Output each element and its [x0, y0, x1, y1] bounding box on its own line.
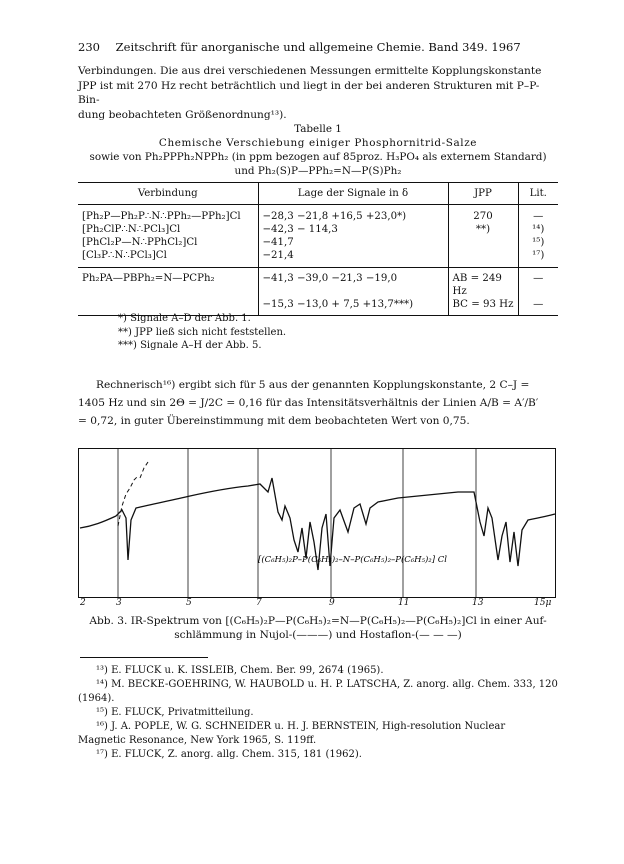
figure-caption-line: schlämmung in Nujol-(———) und Hostaflon-(— — —) — [174, 629, 462, 641]
table-cell: −21,4 — [258, 249, 448, 268]
table-label: Tabelle 1 — [294, 123, 342, 135]
table-caption — [78, 122, 558, 178]
table-cell: 270 — [448, 205, 518, 224]
table-cell: −42,3 − 114,3 — [258, 223, 448, 236]
col-header-lit: Lit. — [518, 183, 558, 205]
tick-label: 7 — [256, 598, 262, 608]
footnote: ***) Signale A–H der Abb. 5. — [118, 340, 262, 351]
table-cell: ¹⁴) — [518, 223, 558, 236]
calc-line: = 0,72, in guter Übereinstimmung mit dem beobachteten Wert von 0,75. — [78, 415, 470, 427]
figure-x-axis — [78, 598, 556, 612]
table-footnotes — [118, 312, 548, 353]
footnote: **) JPP ließ sich nicht feststellen. — [118, 326, 287, 338]
shift-table — [78, 182, 558, 316]
references — [78, 664, 558, 762]
table-subtitle-2: und Ph₂(S)P—PPh₂=N—P(S)Ph₂ — [234, 165, 402, 177]
table-cell: [Cl₃P∴N∴PCl₃]Cl — [82, 250, 167, 261]
page-number: 230 — [78, 40, 100, 54]
table-subtitle: sowie von Ph₂PPPh₂NPPh₂ (in ppm bezogen auf 85proz. H₃PO₄ als externem Standard) — [89, 151, 547, 163]
table-cell: [PhCl₂P—N∴PPhCl₂]Cl — [82, 237, 198, 248]
tick-label: 5 — [186, 598, 192, 608]
reference-item: ¹⁵) E. FLUCK, Privatmitteilung. — [96, 707, 254, 718]
table-cell: — — [518, 298, 558, 316]
reference-item: ¹⁴) M. BECKE-GOEHRING, W. HAUBOLD u. H. P. LATSCHA, Z. anorg. allg. Chem. 333, 120 — [96, 679, 558, 690]
table-cell: ¹⁷) — [518, 249, 558, 268]
table-title: Chemische Verschiebung einiger Phosphornitrid-Salze — [158, 137, 478, 149]
tick-label: 2 — [80, 598, 86, 608]
ir-spectrum-figure — [78, 448, 556, 598]
intro-line: dung beobachteten Größenordnung¹³). — [78, 108, 287, 121]
figure-formula-label: [(C₆H₅)₂P–P(C₆H₅)₂–N–P(C₆H₅)₂–P(C₆H₅)₂] Cl — [258, 555, 447, 565]
footnote-divider — [80, 657, 208, 658]
calc-line: 1405 Hz und sin 2Θ = J/2C = 0,16 für das Intensitätsverhältnis der Linien A/B = A′/B′ — [78, 397, 539, 409]
journal-title: Zeitschrift für anorganische und allgemeine Chemie. Band 349. 1967 — [115, 40, 521, 54]
table-cell: **) — [448, 223, 518, 236]
col-header-shifts: Lage der Signale in δ — [258, 183, 448, 205]
reference-item: ¹³) E. FLUCK u. K. ISSLEIB, Chem. Ber. 99, 2674 (1965). — [96, 665, 384, 676]
footnote: *) Signale A–D der Abb. 1. — [118, 313, 251, 324]
table-cell: −41,3 −39,0 −21,3 −19,0 — [258, 268, 448, 299]
calc-line: Rechnerisch¹⁶) ergibt sich für 5 aus der genannten Kopplungskonstante, 2 C–J = — [96, 379, 530, 391]
tick-label: 15μ — [534, 598, 552, 608]
table-cell: [Ph₂ClP∴N∴PCl₃]Cl — [82, 224, 181, 235]
figure-gridlines — [118, 448, 476, 598]
table-cell: −15,3 −13,0 + 7,5 +13,7***) — [258, 298, 448, 316]
table-cell: [Ph₂P—Ph₂P∴N∴PPh₂—PPh₂]Cl — [82, 211, 241, 222]
table-cell: BC = 93 Hz — [448, 298, 518, 316]
reference-item: ¹⁷) E. FLUCK, Z. anorg. allg. Chem. 315, 181 (1962). — [96, 749, 362, 760]
table-cell: — — [518, 268, 558, 299]
table-cell: ¹⁵) — [518, 236, 558, 249]
calc-paragraph — [78, 376, 558, 430]
table-cell: −41,7 — [258, 236, 448, 249]
col-header-compound: Verbindung — [78, 183, 258, 205]
intro-paragraph — [78, 64, 558, 122]
tick-label: 11 — [398, 598, 410, 608]
figure-frame — [79, 449, 556, 598]
tick-label: 3 — [116, 598, 122, 608]
tick-label: 9 — [329, 598, 335, 608]
table-cell: AB = 249 Hz — [448, 268, 518, 299]
figure-caption — [78, 614, 558, 642]
running-header — [78, 40, 558, 54]
reference-item: (1964). — [78, 693, 115, 704]
figure-caption-line: Abb. 3. IR-Spektrum von [(C₆H₅)₂P—P(C₆H₅)₂=N—P(C₆H₅)₂—P(C₆H₅)₂]Cl in einer Auf- — [89, 615, 547, 627]
intro-line: JPP ist mit 270 Hz recht beträchtlich und liegt in der bei anderen Strukturen mit P–P-Bin- — [78, 79, 540, 106]
reference-item: Magnetic Resonance, New York 1965, S. 119ff. — [78, 735, 317, 746]
table-cell — [448, 236, 518, 249]
reference-item: ¹⁶) J. A. POPLE, W. G. SCHNEIDER u. H. J. BERNSTEIN, High-resolution Nuclear — [96, 721, 506, 732]
table-cell: — — [518, 205, 558, 224]
table-cell: Ph₂PA—PBPh₂=N—PCPh₂ — [78, 268, 258, 299]
intro-line: Verbindungen. Die aus drei verschiedenen Messungen ermittelte Kopplungskonstante — [78, 65, 542, 77]
tick-label: 13 — [472, 598, 484, 608]
table-cell — [448, 249, 518, 268]
col-header-jpp: JPP — [448, 183, 518, 205]
table-cell: −28,3 −21,8 +16,5 +23,0*) — [258, 205, 448, 224]
